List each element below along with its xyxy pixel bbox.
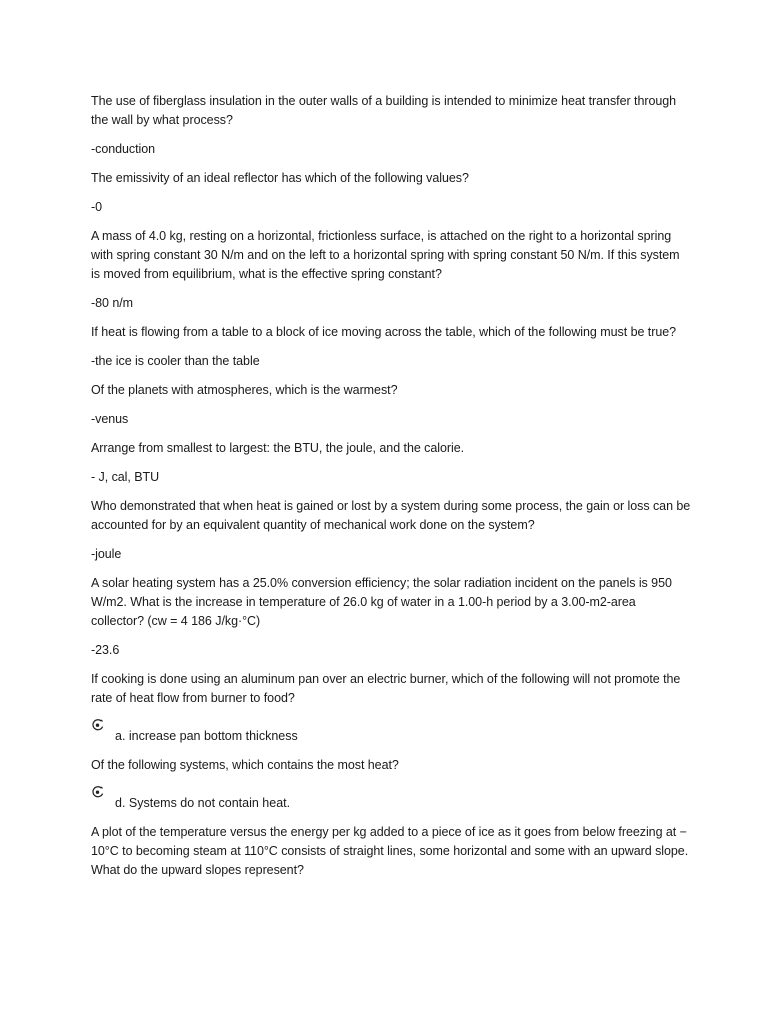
question-text: The use of fiberglass insulation in the outer walls of a building is intended to minimize heat transfer through the wall by what process?	[91, 94, 677, 127]
question-text: Of the planets with atmospheres, which is the warmest?	[91, 383, 398, 397]
answer-option	[91, 785, 691, 813]
question-text: If heat is flowing from a table to a block of ice moving across the table, which of the following must be true?	[91, 325, 677, 339]
question-text: Of the following systems, which contains the most heat?	[91, 758, 399, 772]
question-text: A solar heating system has a 25.0% conversion efficiency; the solar radiation incident on the panels is 950 W/m2. What is the increase in temperature of 26.0 kg of water in a 1.00-h period by a 3.00-m2-area collector? (cw = 4 186 J/kg·°C)	[91, 576, 672, 628]
question-text: If cooking is done using an aluminum pan over an electric burner, which of the following will not promote the rate of heat flow from burner to food?	[91, 672, 681, 705]
answer-option-label: a. increase pan bottom thickness	[115, 729, 298, 743]
radio-selected-icon	[91, 785, 105, 799]
answer-text: -80 n/m	[91, 296, 134, 310]
answer-option-label: d. Systems do not contain heat.	[115, 796, 291, 810]
answer-text: -conduction	[91, 142, 156, 156]
answer-option	[91, 718, 691, 746]
radio-selected-icon	[91, 718, 105, 732]
question-text: A plot of the temperature versus the energy per kg added to a piece of ice as it goes from below freezing at − 10°C to becoming steam at 110°C consists of straight lines, some horizontal and some with an upward slope. What do the upward slopes represent?	[91, 825, 689, 877]
document-body	[91, 92, 691, 890]
answer-text: -23.6	[91, 643, 120, 657]
question-text: A mass of 4.0 kg, resting on a horizontal, frictionless surface, is attached on the right to a horizontal spring with spring constant 30 N/m and on the left to a horizontal spring with spring constant 50 N/m. If this system is moved from equilibrium, what is the effective spring constant?	[91, 229, 680, 281]
question-text: Who demonstrated that when heat is gained or lost by a system during some process, the gain or loss can be accounted for by an equivalent quantity of mechanical work done on the system?	[91, 499, 691, 532]
answer-text: -0	[91, 200, 103, 214]
answer-text: - J, cal, BTU	[91, 470, 160, 484]
answer-text: -the ice is cooler than the table	[91, 354, 260, 368]
question-text: The emissivity of an ideal reflector has which of the following values?	[91, 171, 469, 185]
answer-text: -venus	[91, 412, 129, 426]
question-text: Arrange from smallest to largest: the BTU, the joule, and the calorie.	[91, 441, 465, 455]
answer-text: -joule	[91, 547, 122, 561]
